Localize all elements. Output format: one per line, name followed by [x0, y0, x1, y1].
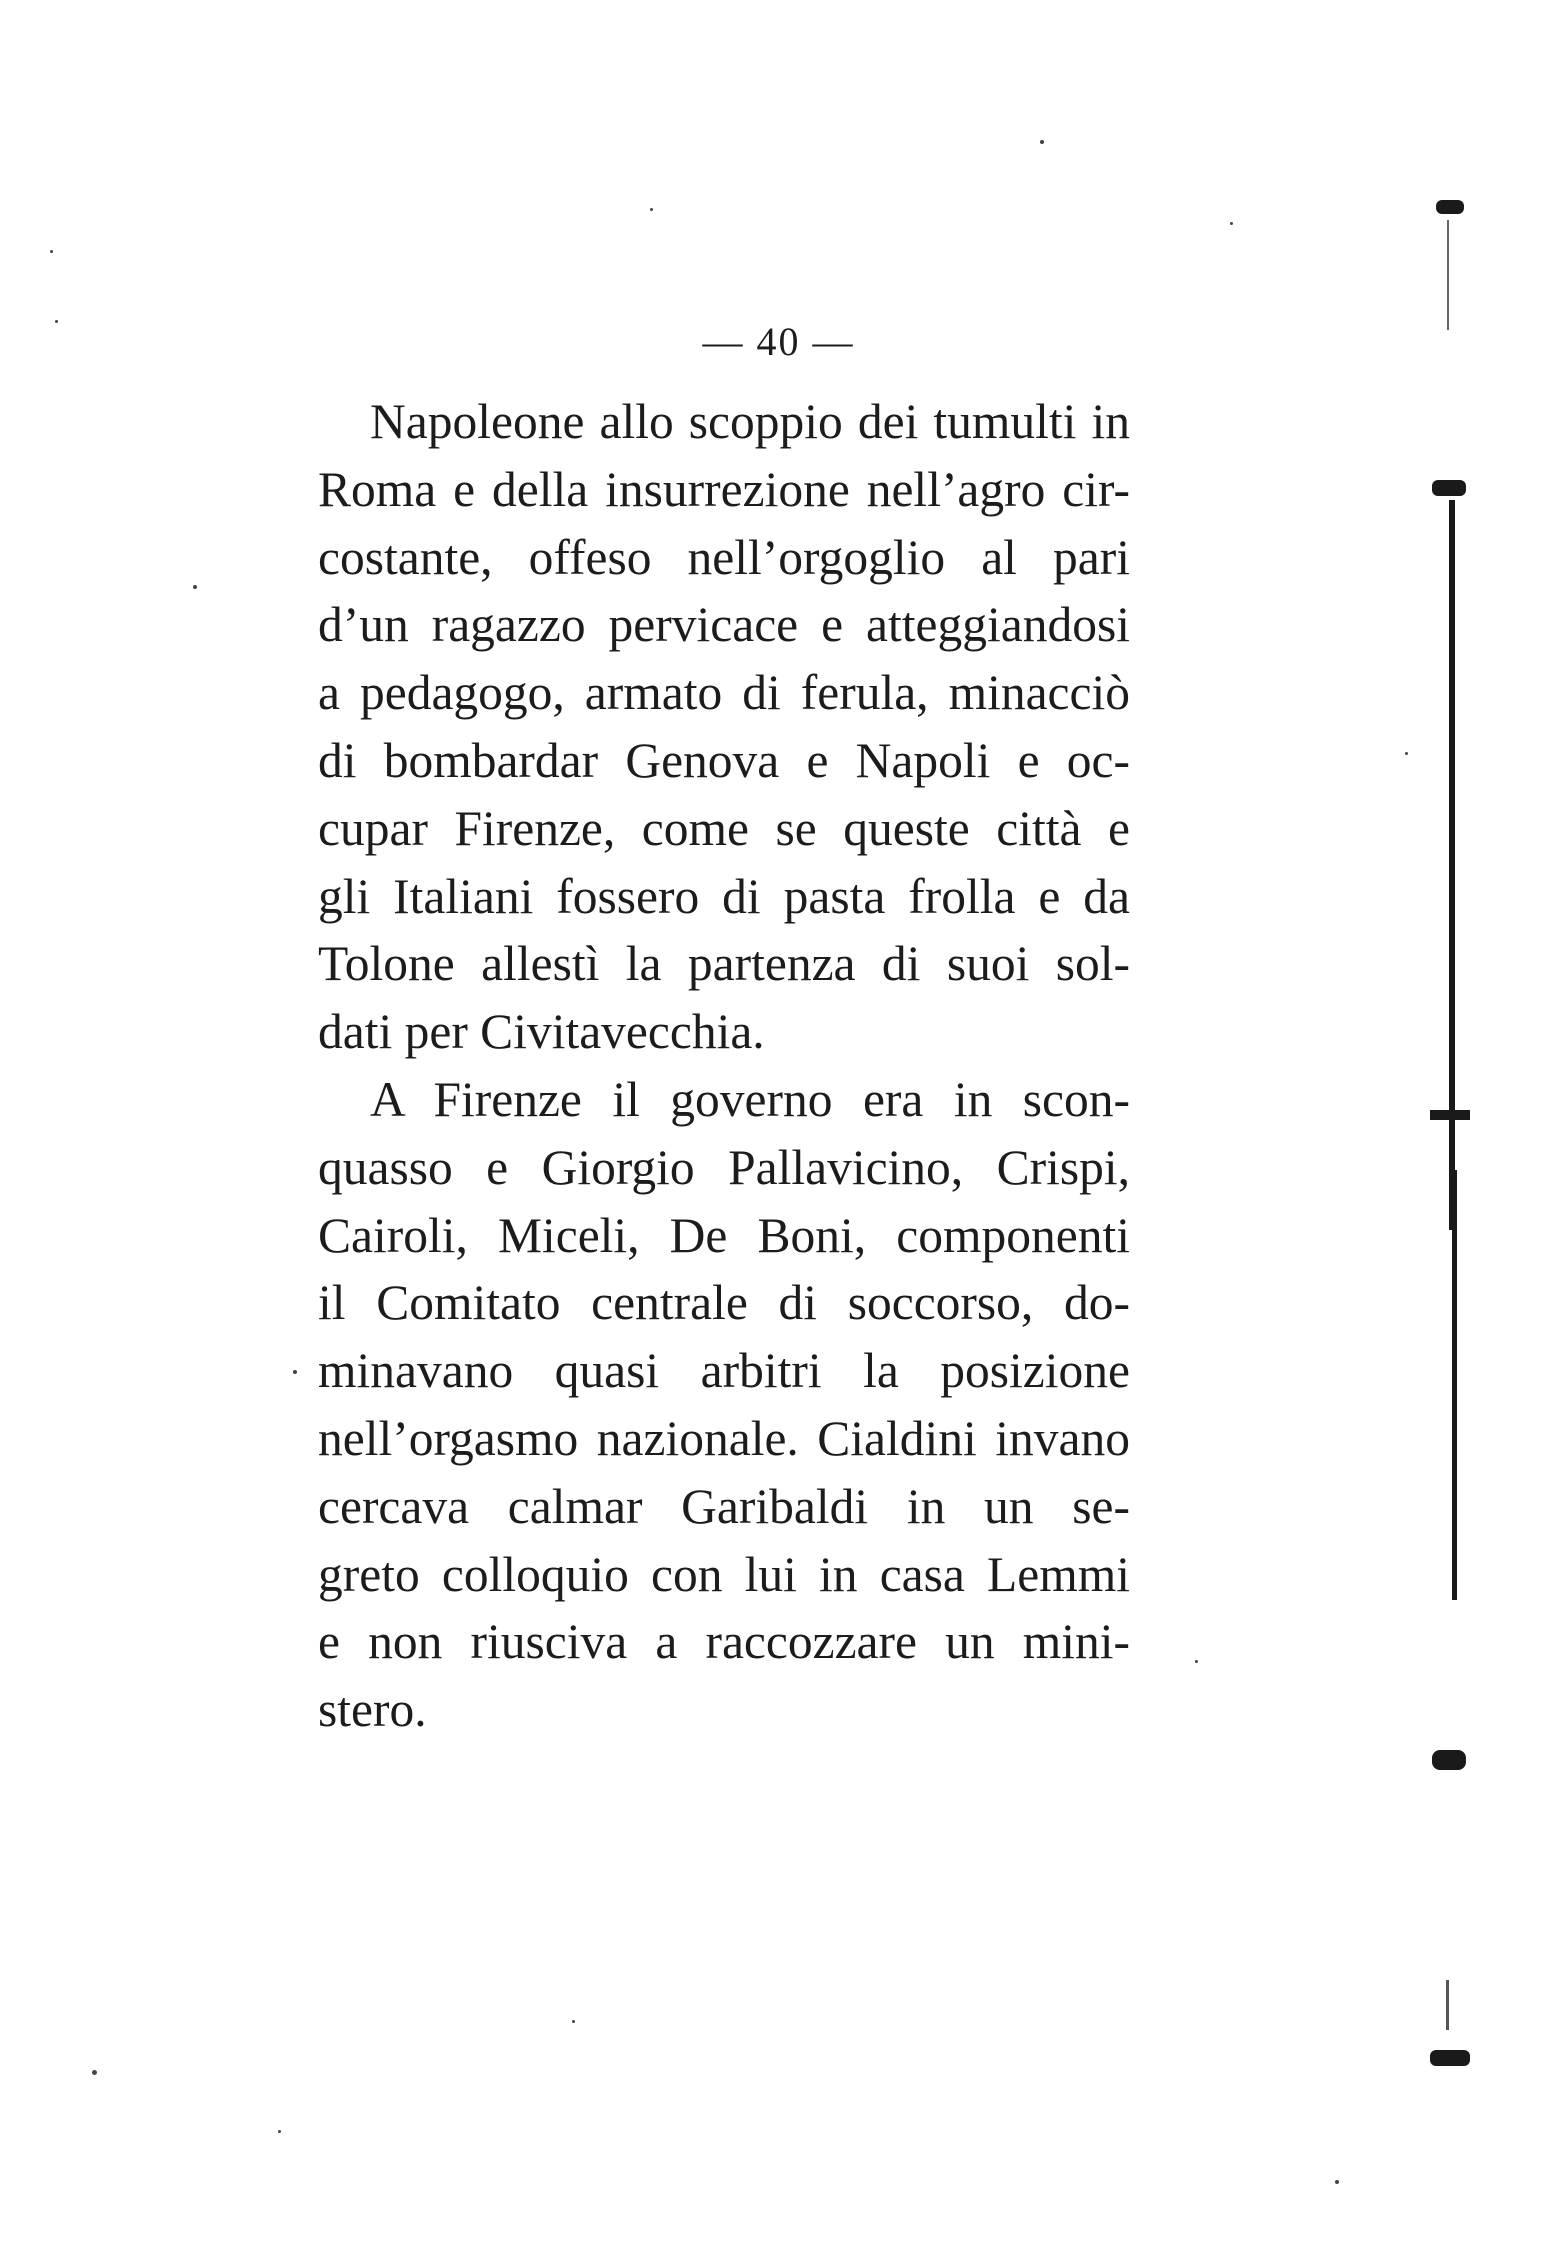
binding-knot [1432, 480, 1466, 496]
text-line: e non riusciva a raccozzare un mini- [318, 1614, 1130, 1670]
text-line: cupar Firenze, come se queste città e [318, 800, 1130, 856]
speck [650, 208, 653, 211]
text-line: di bombardar Genova e Napoli e oc- [318, 732, 1130, 788]
speck [1040, 140, 1044, 144]
text-line: dati per Civitavecchia. [318, 1004, 765, 1060]
text-line: il Comitato centrale di soccorso, do- [318, 1275, 1130, 1331]
text-line: greto colloquio con lui in casa Lemmi [318, 1546, 1130, 1602]
binding-thread [1449, 500, 1455, 1230]
page-number: — 40 — [702, 319, 855, 364]
speck [55, 320, 58, 323]
binding-knot [1432, 1750, 1466, 1770]
text-line: Roma e della insurrezione nell’agro cir- [318, 461, 1130, 517]
speck [278, 2130, 281, 2133]
text-line: nell’orgasmo nazionale. Cialdini invano [318, 1410, 1130, 1466]
binding-thread [1447, 220, 1449, 330]
body-text [318, 388, 1130, 1744]
text-line: A Firenze il governo era in scon- [370, 1071, 1130, 1127]
speck [293, 1370, 297, 1374]
text-line: a pedagogo, armato di ferula, minacciò [318, 665, 1130, 721]
speck [193, 585, 197, 589]
speck [1335, 2180, 1339, 2184]
binding-marks [1430, 180, 1510, 2140]
speck [1195, 1660, 1198, 1663]
speck [92, 2070, 97, 2075]
text-line: cercava calmar Garibaldi in un se- [318, 1478, 1130, 1534]
text-line: costante, offeso nell’orgoglio al pari [318, 529, 1130, 585]
text-line: Tolone allestì la partenza di suoi sol- [318, 936, 1130, 992]
binding-knot [1436, 200, 1464, 214]
text-line: d’un ragazzo pervicace e atteggiandosi [318, 597, 1130, 653]
text-line: gli Italiani fossero di pasta frolla e da [318, 868, 1130, 924]
speck [50, 250, 53, 253]
speck [1230, 222, 1233, 225]
text-line: quasso e Giorgio Pallavicino, Crispi, [318, 1139, 1130, 1195]
text-line: stero. [318, 1682, 427, 1738]
binding-knot [1430, 2050, 1470, 2066]
binding-knot [1430, 1110, 1470, 1120]
speck [1405, 752, 1408, 755]
speck [572, 2020, 575, 2023]
text-line: Napoleone allo scoppio dei tumulti in [370, 394, 1130, 449]
binding-thread [1452, 1170, 1457, 1600]
text-line: Cairoli, Miceli, De Boni, componenti [318, 1207, 1130, 1263]
binding-thread [1446, 1980, 1449, 2030]
text-line: minavano quasi arbitri la posizione [318, 1343, 1130, 1399]
